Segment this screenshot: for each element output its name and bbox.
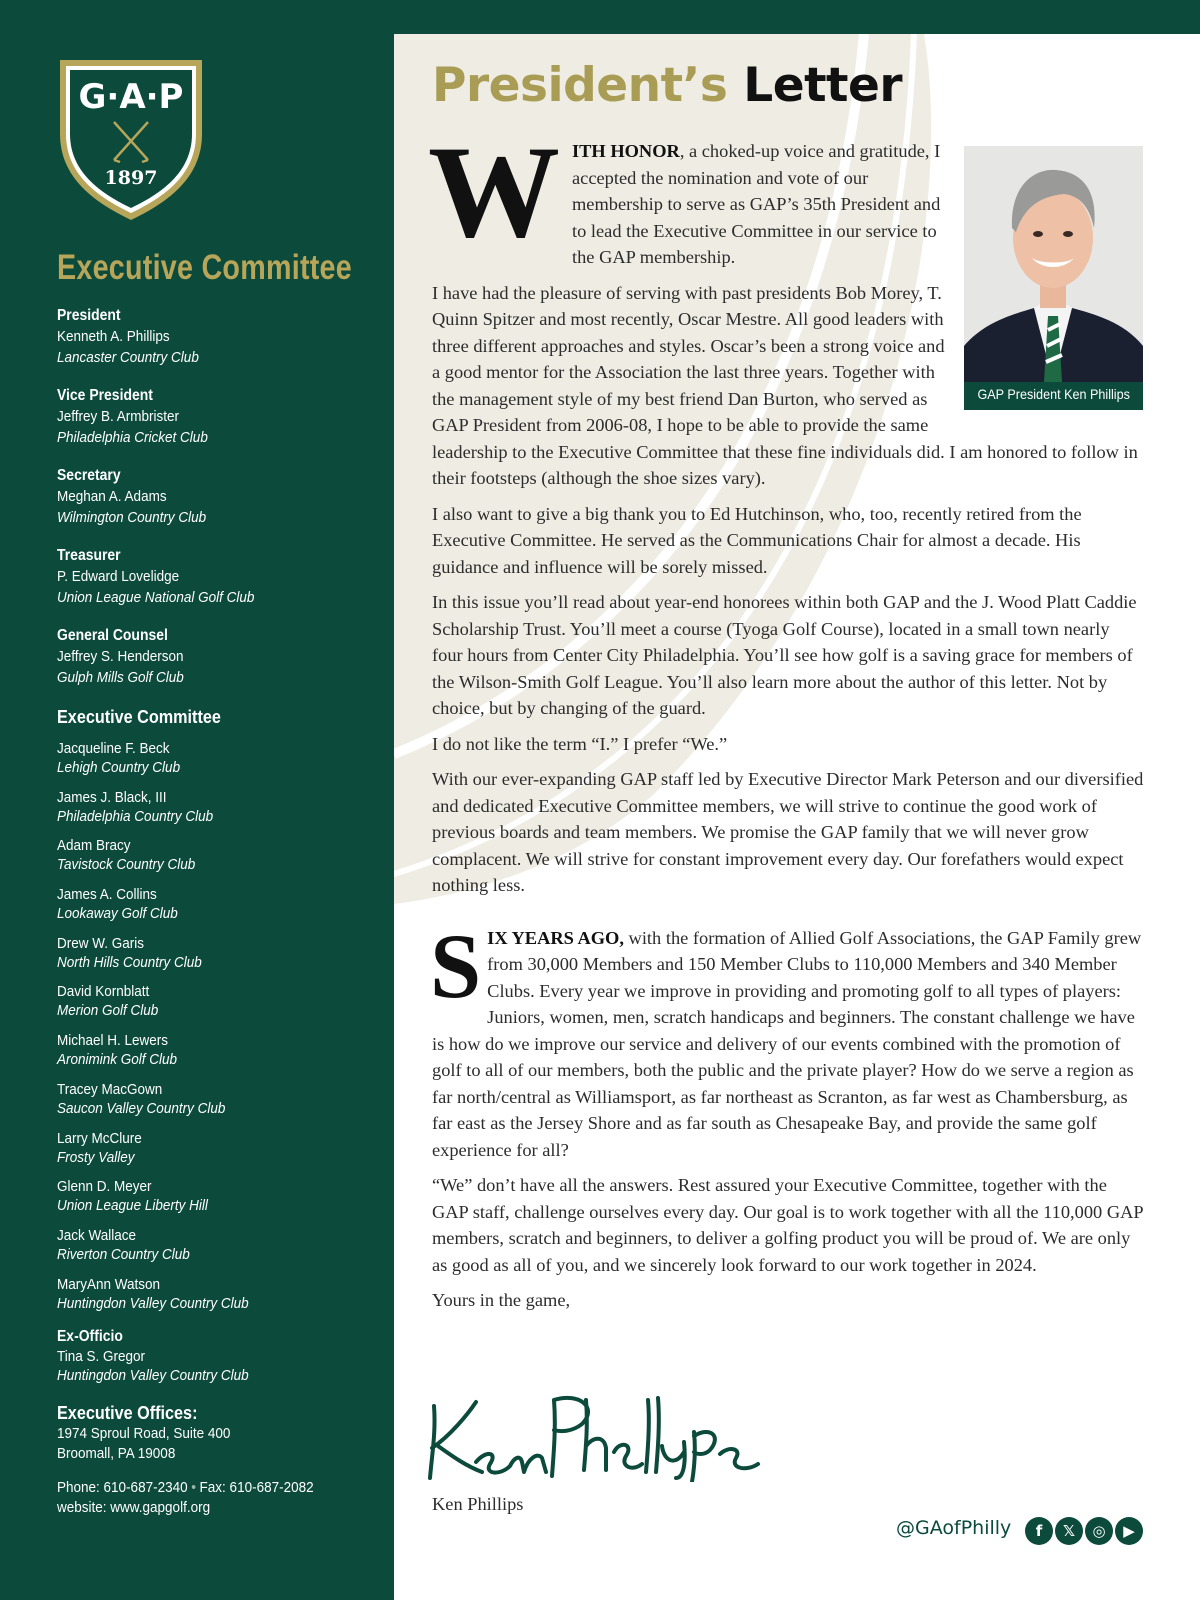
member-name: James A. Collins — [57, 886, 157, 904]
committee-member — [57, 934, 387, 983]
officer-club: Huntingdon Valley Country Club — [57, 1367, 249, 1384]
member-name: Jacqueline F. Beck — [57, 740, 170, 757]
paragraph-7: SIX YEARS AGO, with the formation of Allied Golf Associations, the GAP Family grew from 30,000 Members and 150 Member Clubs to 110,000 Members and 340 Member Clubs. Every year we improve in providing and promoting golf to all types of players: Juniors, women, men, scratch handicaps and beginners. The constant challenge we have is how do we improve our service and delivery of our events combined with the promotion of golf to all of our members, both the public and the private player? How do we serve a region as far north/central as Williamsport, as far northeast as Scranton, as far west as Chambersburg, as far east as the Jersey Shore and as far south as Chesapeake Bay, and provide the same golf experience for all? — [430, 914, 1142, 1160]
offices-label: Executive Offices: — [57, 1403, 198, 1423]
lead-in: ITH HONOR — [572, 141, 680, 161]
officer-vice-president — [57, 385, 387, 448]
officer-name: Jeffrey S. Henderson — [57, 648, 184, 665]
address-line-1: 1974 Sproul Road, Suite 400 — [57, 1425, 231, 1442]
fax-number: Fax: 610-687-2082 — [199, 1479, 314, 1496]
officer-club: Lancaster Country Club — [57, 349, 199, 366]
member-club: Riverton Country Club — [57, 1245, 190, 1263]
officer-role: President — [57, 307, 121, 324]
committee-member — [57, 1129, 387, 1178]
officer-club: Philadelphia Cricket Club — [57, 429, 208, 446]
officer-role: Vice President — [57, 387, 153, 404]
address-line-2: Broomall, PA 19008 — [57, 1445, 176, 1462]
sidebar-heading: Executive Committee — [57, 248, 352, 287]
paragraph-6: With our ever-expanding GAP staff led by Executive Director Mark Peterson and our diversified and dedicated Executive Committee members, we will strive to continue the good work of previous boards and team members. We promise the GAP family that we will never grow complacent. We will strive for constant improvement every day. Our forefathers would expect nothing less. — [432, 769, 1144, 895]
instagram-icon[interactable]: ◎ — [1085, 1517, 1113, 1545]
paragraph-5: I do not like the term “I.” I prefer “We.” — [432, 733, 728, 754]
committee-member — [57, 739, 387, 788]
officer-president — [57, 305, 387, 368]
x-icon[interactable]: 𝕏 — [1055, 1517, 1083, 1545]
website-link[interactable]: website: www.gapgolf.org — [57, 1499, 211, 1516]
committee-member — [57, 1177, 387, 1226]
contact-info — [57, 1478, 342, 1518]
paragraph-3: I also want to give a big thank you to Ed Hutchinson, who, too, recently retired from the Executive Committee. He served as the Communications Chair for almost a decade. His guidance and influence will be sorely missed. — [432, 503, 1082, 577]
member-club: Huntingdon Valley Country Club — [57, 1294, 249, 1312]
officer-role: Treasurer — [57, 547, 121, 564]
officer-treasurer — [57, 545, 387, 608]
member-club: North Hills Country Club — [57, 953, 202, 971]
signature — [424, 1392, 764, 1482]
paragraph-8: “We” don’t have all the answers. Rest assured your Executive Committee, together with the GAP staff, challenge ourselves every day. Our goal is to work together with all the 110,000 GAP members, scratch and beginners, to deliver a golfing product you will be proud of. We are only as good as all of you, and we sincerely look forward to our work together in 2024. — [432, 1175, 1143, 1275]
officer-club: Gulph Mills Golf Club — [57, 669, 184, 686]
member-name: David Kornblatt — [57, 983, 150, 1001]
phone-fax-line — [57, 1478, 314, 1498]
lead-in: IX YEARS AGO, — [487, 927, 624, 948]
officer-name: Jeffrey B. Armbrister — [57, 408, 180, 425]
officer-club: Union League National Golf Club — [57, 589, 255, 606]
member-name: Adam Bracy — [57, 837, 131, 855]
signer-name: Ken Phillips — [432, 1494, 524, 1514]
phone-number: Phone: 610-687-2340 — [57, 1479, 188, 1496]
officer-name: P. Edward Lovelidge — [57, 568, 180, 585]
photo-caption: GAP President Ken Phillips — [977, 386, 1130, 402]
youtube-icon[interactable]: ▶ — [1115, 1517, 1143, 1545]
member-club: Frosty Valley — [57, 1148, 135, 1166]
officer-role: Ex-Officio — [57, 1328, 123, 1345]
officer-secretary — [57, 465, 387, 528]
member-club: Aronimink Golf Club — [57, 1051, 178, 1069]
member-club: Tavistock Country Club — [57, 856, 196, 874]
officer-name: Kenneth A. Phillips — [57, 328, 170, 345]
sidebar — [0, 0, 394, 1600]
officer-list — [57, 305, 387, 705]
title-part-2: Letter — [743, 58, 903, 113]
member-name: Tracey MacGown — [57, 1080, 163, 1098]
committee-member — [57, 1031, 387, 1080]
paragraph-2: I have had the pleasure of serving with past presidents Bob Morey, T. Quinn Spitzer and most recently, Oscar Mestre. All good leaders with three different approaches and styles. Oscar’s been a strong voice and a good mentor for the Association the last three years. Together with the management style of my best friend Dan Burton, who served as GAP President from 2006-08, I hope to be able to provide the same leadership to the Executive Committee that these fine individuals did. I am honored to follow in their footsteps (although the shoe sizes vary). — [432, 282, 1138, 488]
paragraph-1: WITH HONOR, a choked-up voice and gratitude, I accepted the nomination and vote of our membership to serve as GAP’s 35th President and to lead the Executive Committee in our service to the GAP membership. — [428, 118, 941, 267]
drop-cap: W — [428, 118, 560, 265]
crest-initials: G·A·P — [78, 77, 184, 117]
member-club: Saucon Valley Country Club — [57, 1099, 226, 1117]
committee-member — [57, 982, 387, 1031]
committee-member-list — [57, 739, 387, 1323]
paragraph-4: In this issue you’ll read about year-end honorees within both GAP and the J. Wood Platt Caddie Scholarship Trust. You’ll meet a course (Tyoga Golf Course), located in a small town nearly four hours from Center City Philadelphia. You’ll see how golf is a saving grace for members of the Wilson-Smith Golf League. You’ll also learn more about the author of this letter. Not by choice, but by changing of the guard. — [432, 592, 1137, 718]
member-name: Jack Wallace — [57, 1226, 137, 1244]
closing: Yours in the game, — [432, 1290, 571, 1310]
officer-name: Meghan A. Adams — [57, 488, 167, 505]
separator-dot: • — [191, 1479, 196, 1496]
letter-body — [428, 118, 1144, 1323]
officer-role: Secretary — [57, 467, 121, 484]
officer-role: General Counsel — [57, 627, 168, 644]
member-club: Merion Golf Club — [57, 1002, 159, 1020]
member-name: Glenn D. Meyer — [57, 1178, 152, 1196]
committee-member — [57, 885, 387, 934]
member-name: Larry McClure — [57, 1129, 142, 1147]
committee-member — [57, 1275, 387, 1324]
committee-member — [57, 1080, 387, 1129]
member-name: Drew W. Garis — [57, 934, 145, 952]
member-name: Michael H. Lewers — [57, 1032, 169, 1050]
committee-member — [57, 836, 387, 885]
officer-name: Tina S. Gregor — [57, 1347, 146, 1365]
officer-general-counsel — [57, 625, 387, 688]
facebook-icon[interactable]: f — [1025, 1517, 1053, 1545]
title-part-1: President’s — [432, 58, 728, 113]
page-title — [432, 58, 902, 114]
member-club: Philadelphia Country Club — [57, 807, 214, 825]
gap-crest-logo — [56, 56, 206, 224]
ex-officio — [57, 1327, 270, 1386]
member-name: MaryAnn Watson — [57, 1275, 161, 1293]
photo-spacer — [953, 138, 1144, 423]
executive-offices — [57, 1402, 250, 1464]
social-handle[interactable]: @GAofPhilly — [896, 1517, 1012, 1539]
drop-cap: S — [430, 914, 482, 1017]
committee-member — [57, 788, 387, 837]
member-name: James J. Black, III — [57, 788, 167, 806]
committee-member — [57, 1226, 387, 1275]
member-club: Lehigh Country Club — [57, 759, 181, 776]
crest-year: 1897 — [104, 167, 158, 189]
committee-title: Executive Committee — [57, 707, 221, 727]
officer-club: Wilmington Country Club — [57, 509, 207, 526]
member-club: Union League Liberty Hill — [57, 1197, 208, 1215]
member-club: Lookaway Golf Club — [57, 905, 178, 923]
